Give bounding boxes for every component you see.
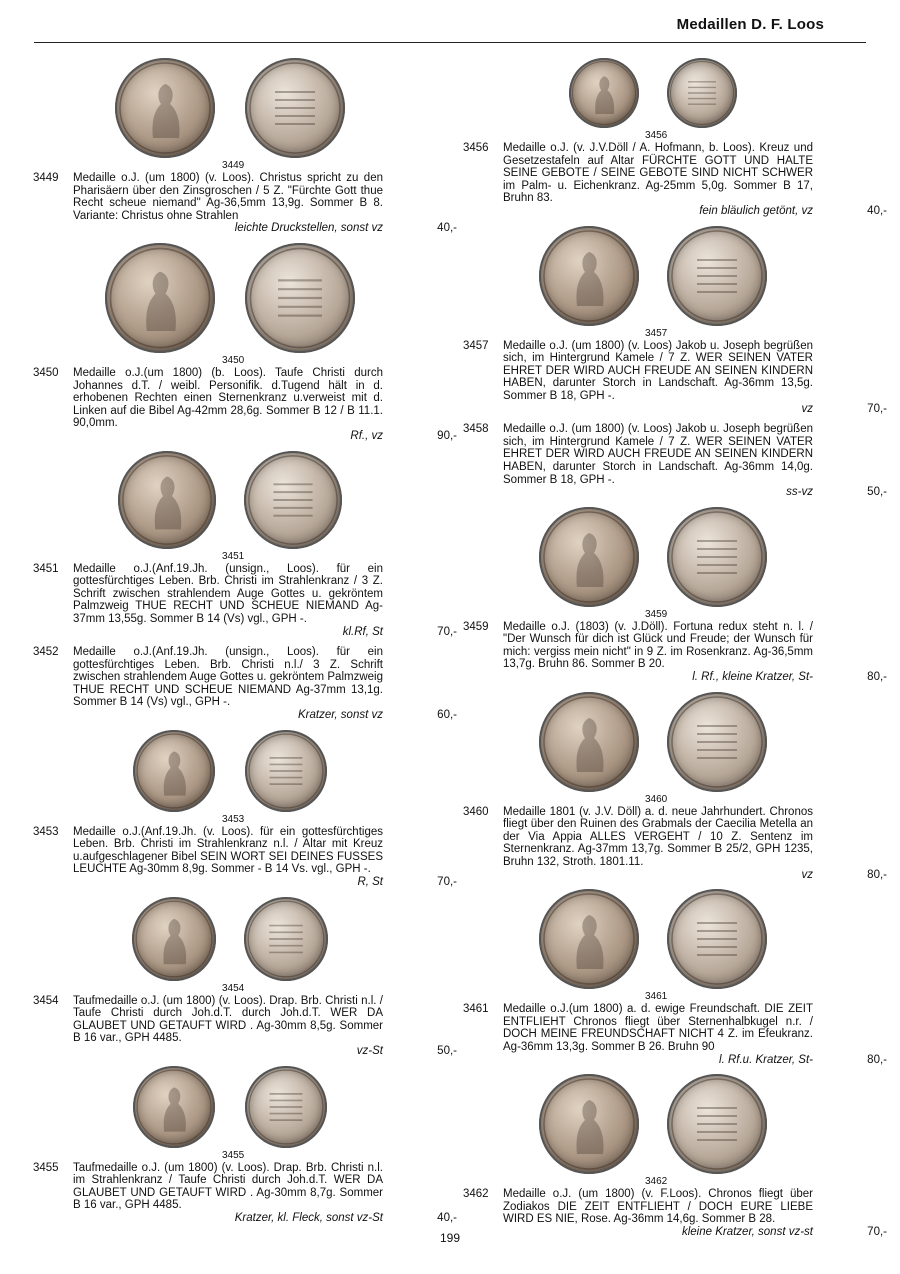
lot-description: Medaille o.J. (um 1800) (v. Loos) Jakob u. Joseph begrüßen sich, im Hintergrund Kamele / 7 Z. WER SEINEN VATER EHRET DER WIRD AUCH FREUDE AN SEINEN KINDERN HABEN, darunter Storch in Landschaft. Ag-36mm 14,0g. Sommer B 18, GPH -. bbox=[503, 423, 813, 486]
lot-description-block bbox=[503, 1003, 813, 1066]
lot-grade: vz-St bbox=[356, 1045, 383, 1057]
lot-number: 3453 bbox=[33, 825, 59, 838]
image-number: 3456 bbox=[645, 130, 668, 141]
lot-description-block bbox=[503, 806, 813, 882]
lot-description: Taufmedaille o.J. (um 1800) (v. Loos). Drap. Brb. Christi n.l. im Strahlenkranz / Taufe Christi durch Joh.d.T. WER DA GLAUBET UND GETAUFT WIRD . Ag-30mm 8,7g. Sommer B 16 var., GPH 4485. bbox=[73, 1161, 383, 1212]
coin-reverse-image bbox=[667, 1074, 767, 1174]
lot-entry bbox=[33, 897, 457, 1058]
lot-price: 70,- bbox=[437, 625, 457, 638]
coin-images bbox=[33, 730, 445, 826]
coin-reverse-image bbox=[244, 897, 328, 981]
lot-number: 3457 bbox=[463, 339, 489, 352]
lot-entry bbox=[33, 1066, 457, 1225]
lot-grade: kleine Kratzer, sonst vz-st bbox=[681, 1225, 813, 1238]
lot-price: 70,- bbox=[867, 402, 887, 415]
lot-entry bbox=[463, 58, 887, 218]
lot-text bbox=[33, 562, 457, 639]
lot-description-block bbox=[73, 563, 383, 639]
lot-grade: Kratzer, sonst vz bbox=[297, 709, 383, 722]
image-number: 3459 bbox=[645, 608, 668, 620]
lot-entry bbox=[463, 507, 887, 684]
lot-text bbox=[463, 142, 887, 218]
lot-text bbox=[33, 994, 457, 1058]
lot-description-block bbox=[503, 142, 813, 218]
right-column bbox=[463, 58, 887, 1247]
coin-obverse-image bbox=[105, 243, 215, 353]
coin-obverse-image bbox=[132, 897, 216, 981]
coin-obverse-image bbox=[118, 451, 216, 549]
lot-number: 3455 bbox=[33, 1161, 59, 1174]
coin-obverse-image bbox=[539, 889, 639, 989]
coin-images bbox=[463, 889, 875, 1003]
lot-price: 80,- bbox=[867, 1053, 887, 1066]
lot-grade: R, St bbox=[357, 876, 383, 889]
lot-description-block bbox=[73, 1162, 383, 1225]
page-title: Medaillen D. F. Loos bbox=[676, 16, 824, 33]
lot-entry bbox=[33, 646, 457, 722]
image-number: 3449 bbox=[222, 160, 245, 171]
lot-description-block bbox=[503, 423, 813, 499]
image-number: 3457 bbox=[645, 327, 668, 339]
lot-text bbox=[33, 825, 457, 889]
coin-reverse-image bbox=[667, 507, 767, 607]
lot-number: 3452 bbox=[33, 646, 59, 659]
image-number: 3462 bbox=[645, 1176, 668, 1188]
coin-images bbox=[463, 692, 875, 806]
image-number: 3454 bbox=[222, 982, 245, 994]
coin-obverse-image bbox=[569, 58, 639, 128]
coin-reverse-image bbox=[244, 451, 342, 549]
lot-grade: vz bbox=[801, 402, 813, 415]
lot-description-block bbox=[73, 172, 383, 235]
coin-obverse-image bbox=[115, 58, 215, 158]
lot-number: 3462 bbox=[463, 1188, 489, 1201]
lot-entry bbox=[463, 226, 887, 416]
lot-text bbox=[33, 646, 457, 722]
lot-description-block bbox=[503, 340, 813, 416]
lot-description-block bbox=[73, 367, 383, 443]
lot-grade: Rf., vz bbox=[350, 429, 383, 442]
lot-entry bbox=[33, 58, 457, 235]
lot-entry bbox=[33, 243, 457, 443]
lot-description: Medaille 1801 (v. J.V. Döll) a. d. neue Jahrhundert. Chronos fliegt über den Ruinen des Grabmals der Caecilia Metella an der Via Appia ALLES VERGEHT / 10 Z. Sentenz im Sternenkranz. Ag-37mm 13,7g. Sommer B 25/2, GPH 1235, Bruhn 132, Stroth. 1801.11. bbox=[503, 805, 813, 869]
lot-description: Medaille o.J.(um 1800) a. d. ewige Freundschaft. DIE ZEIT ENTFLIEHT Chronos fliegt über Sternenhalbkugel n.r. / DOCH MEINE FREUNDSCHAFT NICHT 4 Z. im Efeukranz. Ag-36mm 13,3g. Sommer B 26. Bruhn 90 bbox=[503, 1003, 813, 1053]
lot-text bbox=[463, 1003, 887, 1066]
coin-images bbox=[463, 226, 875, 340]
lot-price: 60,- bbox=[437, 709, 457, 722]
coin-images bbox=[33, 897, 445, 995]
lot-grade: l. Rf.u. Kratzer, St- bbox=[719, 1053, 813, 1066]
image-number: 3453 bbox=[222, 813, 245, 825]
lot-description-block bbox=[503, 621, 813, 684]
lot-price: 50,- bbox=[867, 486, 887, 499]
lot-description: Medaille o.J. (v. J.V.Döll / A. Hofmann, b. Loos). Kreuz und Gesetzestafeln auf Altar FÜRCHTE GOTT UND HALTE SEINE GEBOTE / SEINE GEBOTE SIND NICHT SCHWER im Palm- u. Eichenkranz. Ag-25mm 5,0g. Sommer B 17, Bruhn 83. bbox=[503, 142, 813, 205]
coin-reverse-image bbox=[667, 889, 767, 989]
lot-price: 50,- bbox=[437, 1045, 457, 1057]
lot-grade: Kratzer, kl. Fleck, sonst vz-St bbox=[234, 1211, 383, 1224]
lot-description-block bbox=[73, 826, 383, 889]
image-number: 3451 bbox=[222, 550, 245, 562]
left-column bbox=[33, 58, 457, 1233]
lot-number: 3458 bbox=[463, 423, 489, 436]
lot-number: 3459 bbox=[463, 620, 489, 633]
lot-number: 3449 bbox=[33, 172, 59, 184]
lot-entry bbox=[463, 692, 887, 882]
lot-price: 90,- bbox=[437, 429, 457, 442]
coin-reverse-image bbox=[245, 243, 355, 353]
coin-images bbox=[463, 58, 875, 142]
lot-description-block bbox=[73, 995, 383, 1058]
coin-reverse-image bbox=[667, 692, 767, 792]
lot-text bbox=[33, 1161, 457, 1225]
lot-description: Medaille o.J.(Anf.19.Jh. (unsign., Loos). für ein gottesfürchtiges Leben. Brb. Christi n.l./ 3 Z. Schrift zwischen strahlendem Auge Gottes u. gekröntem Palmzweig THUE RECHT UND SCHEUE NIEMAND Ag-37mm 13,1g. Sommer B 14 (Vs) vgl., GPH -. bbox=[73, 646, 383, 709]
coin-images bbox=[33, 451, 445, 563]
lot-description: Medaille o.J. (1803) (v. J.Döll). Fortuna redux steht n. l. / "Der Wunsch für dich ist Glück und Freude; der Wunsch für mich: vergiss mein nicht" in 9 Z. im Rosenkranz. Ag-36,5mm 13,7g. Bruhn 86. Sommer B 20. bbox=[503, 620, 813, 671]
image-number: 3461 bbox=[645, 991, 668, 1003]
coin-images bbox=[33, 1066, 445, 1162]
coin-reverse-image bbox=[667, 226, 767, 326]
lot-text bbox=[33, 172, 457, 235]
lot-text bbox=[463, 339, 887, 416]
coin-obverse-image bbox=[539, 507, 639, 607]
lot-description: Taufmedaille o.J. (um 1800) (v. Loos). Drap. Brb. Christi n.l. / Taufe Christi durch Joh.d.T. durch Joh.d.T. WER DA GLAUBET UND GETAUFT WIRD . Ag-30mm 8,5g. Sommer B 16 var., GPH 4485. bbox=[73, 994, 383, 1045]
coin-images bbox=[33, 243, 445, 367]
lot-price: 70,- bbox=[867, 1225, 887, 1238]
lot-grade: l. Rf., kleine Kratzer, St- bbox=[692, 671, 813, 684]
coin-images bbox=[463, 1074, 875, 1188]
lot-text bbox=[463, 423, 887, 499]
lot-number: 3456 bbox=[463, 142, 489, 154]
page-header bbox=[34, 14, 866, 43]
lot-grade: ss-vz bbox=[786, 486, 813, 499]
lot-number: 3460 bbox=[463, 805, 489, 818]
lot-grade: leichte Druckstellen, sonst vz bbox=[234, 222, 383, 235]
lot-entry bbox=[33, 451, 457, 639]
page-number: 199 bbox=[439, 1231, 461, 1245]
coin-reverse-image bbox=[245, 58, 345, 158]
lot-description: Medaille o.J. (um 1800) (v. Loos). Christus spricht zu den Pharisäern über den Zinsgroschen / 5 Z. "Fürchte Gott thue Recht scheue niemand" Ag-36,5mm 13,9g. Sommer B 8. Variante: Christus ohne Strahlen bbox=[73, 172, 383, 222]
lot-entry bbox=[463, 1074, 887, 1238]
lot-text bbox=[33, 366, 457, 443]
lot-price: 40,- bbox=[437, 222, 457, 235]
lot-description-block bbox=[73, 646, 383, 722]
image-number: 3455 bbox=[222, 1149, 245, 1161]
coin-reverse-image bbox=[245, 730, 327, 812]
lot-entry bbox=[463, 889, 887, 1066]
lot-text bbox=[463, 620, 887, 684]
coin-reverse-image bbox=[245, 1066, 327, 1148]
image-number: 3450 bbox=[222, 354, 245, 366]
lot-price: 40,- bbox=[867, 204, 887, 217]
lot-grade: kl.Rf, St bbox=[342, 625, 383, 638]
coin-images bbox=[33, 58, 445, 172]
coin-obverse-image bbox=[133, 1066, 215, 1148]
lot-description: Medaille o.J. (um 1800) (v. F.Loos). Chronos fliegt über Zodiakos DIE ZEIT ENTFLIEHT / DOCH EURE LIEBE WIRD ES NIE, Rose. Ag-36mm 14,6g. Sommer B 28. bbox=[503, 1188, 813, 1226]
image-number: 3460 bbox=[645, 793, 668, 805]
lot-description: Medaille o.J.(Anf.19.Jh. (v. Loos). für ein gottesfürchtiges Leben. Brb. Christi im Strahlenkranz n.l. / Altar mit Kreuz u.aufgeschlagener Bibel SEIN WORT SEI DEINES FUSSES LEUCHTE Ag-30mm 8,9g. Sommer - B 14 Vs. vgl., GPH -. bbox=[73, 825, 383, 876]
lot-price: 80,- bbox=[867, 671, 887, 684]
coin-obverse-image bbox=[539, 1074, 639, 1174]
lot-number: 3450 bbox=[33, 366, 59, 379]
lot-number: 3461 bbox=[463, 1003, 489, 1016]
coin-obverse-image bbox=[539, 692, 639, 792]
lot-description: Medaille o.J. (um 1800) (v. Loos) Jakob u. Joseph begrüßen sich, im Hintergrund Kamele / 7 Z. WER SEINEN VATER EHRET DER WIRD AUCH FREUDE AN SEINEN KINDERN HABEN, darunter Storch in Landschaft. Ag-36mm 13,5g. Sommer B 18, GPH -. bbox=[503, 339, 813, 402]
coin-reverse-image bbox=[667, 58, 737, 128]
coin-obverse-image bbox=[539, 226, 639, 326]
coin-obverse-image bbox=[133, 730, 215, 812]
lot-price: 80,- bbox=[867, 868, 887, 881]
lot-description: Medaille o.J.(um 1800) (b. Loos). Taufe Christi durch Johannes d.T. / weibl. Personifik. d.Tugend hält in d. erhobenen Rechten einen Sternenkranz u.verweist mit d. Linken auf die Bibel Ag-42mm 28,6g. Sommer B 12 / B 11.1. 90,0mm. bbox=[73, 366, 383, 430]
lot-grade: fein bläulich getönt, vz bbox=[699, 204, 813, 217]
lot-price: 70,- bbox=[437, 876, 457, 889]
lot-description: Medaille o.J.(Anf.19.Jh. (unsign., Loos). für ein gottesfürchtiges Leben. Brb. Christi im Strahlenkranz / 3 Z. Schrift zwischen strahlendem Auge Gottes u. gekröntem Palmzweig THUE RECHT UND SCHEUE NIEMAND Ag-37mm 13,55g. Sommer B 14 (Vs) vgl., GPH -. bbox=[73, 562, 383, 625]
lot-entry bbox=[463, 423, 887, 499]
lot-entry bbox=[33, 730, 457, 889]
coin-images bbox=[463, 507, 875, 621]
lot-text bbox=[463, 805, 887, 882]
lot-number: 3451 bbox=[33, 562, 59, 575]
lot-price: 40,- bbox=[437, 1211, 457, 1224]
lot-grade: vz bbox=[801, 868, 813, 881]
lot-number: 3454 bbox=[33, 994, 59, 1007]
